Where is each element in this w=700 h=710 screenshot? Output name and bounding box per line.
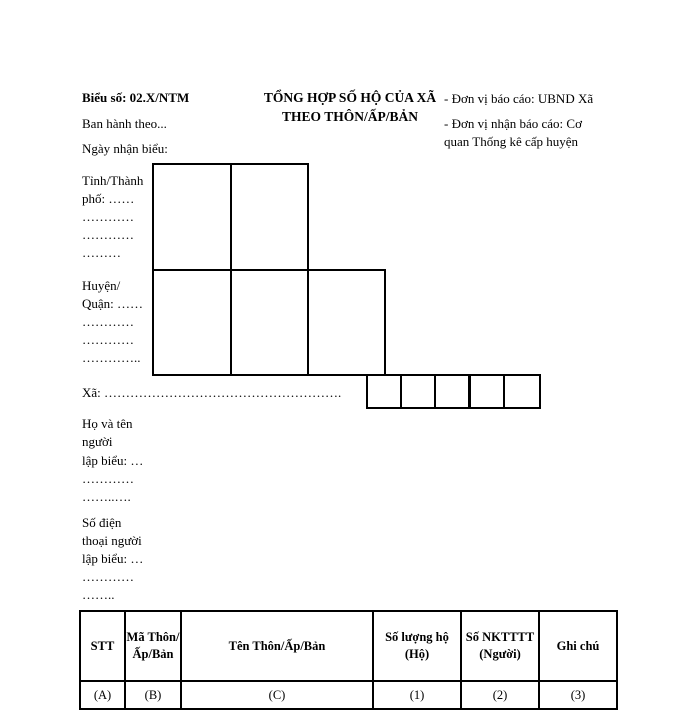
province-label-line: phố: …… [82, 191, 135, 206]
preparer-phone-line: ………… [82, 569, 134, 584]
title-line-2: THEO THÔN/ẤP/BẢN [282, 109, 418, 124]
district-label-line: Huyện/ [82, 278, 121, 293]
column-header-village-code: Mã Thôn/ Ấp/Bản [125, 611, 181, 681]
commune-code-box-2[interactable] [400, 374, 436, 409]
column-code: (B) [125, 681, 181, 709]
column-header-village-name: Tên Thôn/Ấp/Bản [181, 611, 373, 681]
column-header-household-count: Số lượng hộ (Hộ) [373, 611, 461, 681]
district-label-line: ………… [82, 332, 134, 347]
preparer-name-line: lập biểu: … [82, 453, 144, 468]
issued-by: Ban hành theo... [82, 116, 167, 131]
column-code: (1) [373, 681, 461, 709]
reporting-unit: - Đơn vị báo cáo: UBND Xã [444, 91, 594, 106]
column-code: (A) [80, 681, 125, 709]
form-number: Biểu số: 02.X/NTM [82, 90, 190, 105]
column-code: (2) [461, 681, 539, 709]
received-date: Ngày nhận biểu: [82, 141, 168, 156]
province-label-line: ………… [82, 209, 134, 224]
district-label-line: Quận: …… [82, 296, 144, 311]
preparer-name-line: người [82, 434, 113, 449]
province-label-line: Tỉnh/Thành [82, 173, 144, 188]
commune-code-box-5[interactable] [503, 374, 541, 409]
table-code-row [80, 681, 617, 709]
table-header-row [80, 611, 617, 681]
district-code-box-3[interactable] [307, 269, 386, 376]
preparer-name-line: ………… [82, 471, 134, 486]
preparer-name-line: ……..…. [82, 489, 131, 504]
district-code-box-1[interactable] [152, 269, 232, 376]
column-code: (C) [181, 681, 373, 709]
district-label-line: ………… [82, 314, 134, 329]
receiving-unit-line-2: quan Thống kê cấp huyện [444, 134, 579, 149]
column-header-notes: Ghi chú [539, 611, 617, 681]
column-header-population: Số NKTTTT (Người) [461, 611, 539, 681]
column-code: (3) [539, 681, 617, 709]
preparer-phone-line: lập biểu: … [82, 551, 144, 566]
preparer-name-line: Họ và tên [82, 416, 133, 431]
household-table [79, 610, 618, 710]
district-label-line: ………….. [82, 350, 141, 365]
receiving-unit-line-1: - Đơn vị nhận báo cáo: Cơ [444, 116, 582, 131]
preparer-phone-line: thoại người [82, 533, 142, 548]
commune-label: Xã: ………………………………………………. [82, 385, 342, 400]
preparer-phone-line: Số điện [82, 515, 122, 530]
province-code-box-2[interactable] [230, 163, 309, 271]
title-line-1: TỔNG HỢP SỐ HỘ CỦA XÃ [263, 90, 437, 105]
commune-code-box-4[interactable] [469, 374, 505, 409]
province-label-line: ……… [82, 245, 121, 260]
province-label-line: ………… [82, 227, 134, 242]
commune-code-box-1[interactable] [366, 374, 402, 409]
column-header-stt: STT [80, 611, 125, 681]
district-code-box-2[interactable] [230, 269, 309, 376]
preparer-phone-line: …….. [82, 587, 115, 602]
commune-code-box-3[interactable] [434, 374, 470, 409]
province-code-box-1[interactable] [152, 163, 232, 271]
